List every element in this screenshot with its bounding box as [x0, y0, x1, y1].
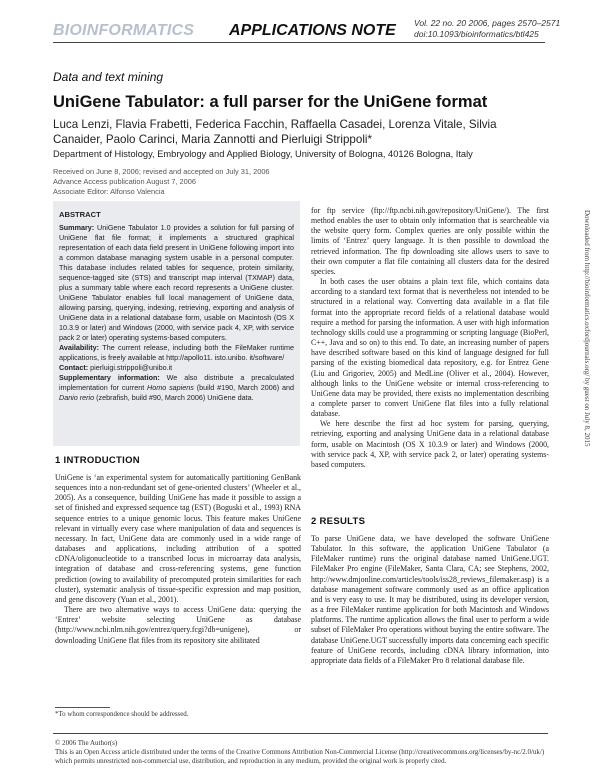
abstract-content	[59, 210, 294, 403]
article-type: APPLICATIONS NOTE	[229, 22, 396, 39]
doi: doi:10.1093/bioinformatics/btl425	[414, 29, 539, 39]
availability-text: The current release, including both the FileMaker runtime applications, is freely available at http://apollo11. isto.unibo. it/software/	[59, 343, 294, 362]
volume-info	[414, 18, 560, 40]
publication-dates	[53, 167, 270, 196]
affiliation: Department of Histology, Embryology and Applied Biology, University of Bologna, 40126 Bologna, Italy	[53, 149, 473, 159]
abstract-box	[53, 201, 300, 446]
advance-access-date: Advance Access publication August 7, 2006	[53, 176, 196, 186]
summary-text: UniGene Tabulator 1.0 provides a solution for full parsing of UniGene flat file format; it implements a structured graphical representation of each data field present in UniGene following import into a common database managing system usable in a personal computer. This database includes related tables for sequence, protein similarity, sequence-tagged site (STS) and transcript map interval (TXMAP) data, plus a summary table where each record represents a UniGene cluster. UniGene Tabulator enables full local management of UniGene data, allowing parsing, querying, indexing, retrieving, exporting and analysis of UniGene data in a relational database form, usable on Macintosh (OS X 10.3.9 or later) and Windows (2000, with service pack 4, XP, with service pack 2 or later) operating systems-based computers.	[59, 223, 294, 342]
journal-name: BIOINFORMATICS	[53, 22, 195, 39]
associate-editor: Associate Editor: Alfonso Valencia	[53, 186, 165, 196]
footer-rule	[53, 733, 548, 734]
received-date: Received on June 8, 2006; revised and accepted on July 31, 2006	[53, 167, 270, 176]
paper-title: UniGene Tabulator: a full parser for the UniGene format	[53, 93, 488, 111]
license-text: This is an Open Access article distributed under the terms of the Creative Commons Attribution Non-Commercial License (http://creativecommons.org/licenses/by-nc/2.0/uk/) which permits unrestricted non-commercial use, distribution, and reproduction in any medium, provided the original work is properly cited.	[55, 748, 545, 766]
supp-text-3: (zebrafish, build #90, March 2006) UniGene data.	[94, 393, 254, 402]
intro-paragraph-3: for ftp service (ftp://ftp.ncbi.nih.gov/repository/UniGene/). The first method enables the user to obtain only information that is searcheable via the website query form. Complex queries are only possible within the limits of ‘Entrez’ query language. It is then possible to download the retrieved information. The ftp downloading site allows users to save to their own computer a flat file containing all clusters data for the desired species.	[311, 206, 549, 276]
supp-text-1: We also distribute a precalculated implementation for current	[59, 373, 294, 392]
contact-email: pierluigi.strippoli@unibo.it	[88, 363, 173, 372]
intro-paragraph-2: There are two alternative ways to access UniGene data: querying the ‘Entrez’ website selecting UniGene as database (http://www.ncbi.nlm.nih.gov/entrez/query.fcgi?db=unigene), or downloading UniGene flat files from its repository site abilitated	[55, 605, 301, 645]
intro-body	[55, 473, 301, 646]
download-watermark: Downloaded from http://bioinformatics.oxfordjournals.org/ by guest on July 8, 2015	[583, 210, 591, 447]
abstract-supplementary	[59, 373, 294, 403]
abstract-availability	[59, 343, 294, 363]
summary-label: Summary:	[59, 223, 95, 232]
results-body	[311, 534, 549, 666]
results-paragraph-1: To parse UniGene data, we have developed the software UniGene Tabulator. In this software, the application UniGene Tabulator (a FileMaker runtime) runs the original database named UniGene.UGT. FileMaker Pro engine (FileMaker, Santa Clara, CA; see Stephens, 2002, http://www.dmjonline.com/articles/tools/iss28_reviews_filemaker.asp) is a database management software commonly used as an office application and is very easy to use. It may be distributed, using its developer version, as a free FileMaker runtime application for both Macintosh and Windows platforms. The runtime application allows the final user to perform a wide subset of FileMaker Pro operations without buying the entire software. The database UniGene.UGT successfully imports data concerning each specific feature of UniGene records, including cDNA library information, into appropriate data fields of a FileMaker Pro 8 relational database file.	[311, 534, 549, 665]
subject-category: Data and text mining	[53, 70, 164, 84]
availability-label: Availability:	[59, 343, 100, 352]
author-list: Luca Lenzi, Flavia Frabetti, Federica Facchin, Raffaella Casadei, Lorenza Vitale, Silvia Canaider, Paolo Carinci, Maria Zannotti and Pierluigi Strippoli*	[53, 118, 497, 146]
intro-paragraph-1: UniGene is ‘an experimental system for automatically partitioning GenBank sequences into a non-redundant set of gene-oriented clusters’ (Wheeler et al., 2005). As a consequence, building UniGene has made it possible to assign a set of finished and expressed sequence tag (EST) (Boguski et al., 1993) RNA sequence entries to a unique genomic locus. This feature makes UniGene relevant in virtually every case where manipulation of data and sequences is necessary. In fact, UniGene data are commonly used in a wide range of databases and applications, including attribution of a spotted cDNA/oligonucleotide to a transcribed locus in microarray data analysis, integration of database and cross-referencing systems, gene function prediction (owing to availability of precomputed protein similarities for each cluster), systematic analysis of tissue-specific expression and map position, and gene discovery (Yuan et al., 2001).	[55, 473, 301, 604]
species-zebrafish: Danio rerio	[59, 393, 95, 402]
intro-heading: 1 INTRODUCTION	[55, 455, 140, 466]
results-heading: 2 RESULTS	[311, 516, 366, 527]
abstract-summary	[59, 223, 294, 343]
copyright-notice	[55, 739, 555, 767]
species-human: Homo sapiens	[147, 383, 194, 392]
abstract-heading: ABSTRACT	[59, 210, 101, 219]
copyright-line: © 2006 The Author(s)	[55, 739, 118, 747]
header-rule	[53, 42, 545, 43]
supp-label: Supplementary information:	[59, 373, 160, 382]
abstract-contact	[59, 363, 294, 373]
intro-continued	[311, 206, 549, 470]
volume-pages: Vol. 22 no. 20 2006, pages 2570–2571	[414, 18, 561, 28]
intro-paragraph-4: In both cases the user obtains a plain text file, which contains data according to a standard text format that is nevertheless not intended to be structured in a relational way. Converting data available in a flat file format into the appropriate record fields of a relational database would require a method for parsing the information. A user with high information technology skills could use a programming or scripting language (BioPerl, C++, Java and so on) to this end. To date, an increasing number of papers have described software based on this kind of language designed for full parsing of the existing biomedical data repository, e.g. for Entrez Gene (Liu and Grigoriev, 2005) and MedLine (Oliver et al., 2004). However, although links to the UniGene website or internal cross-referencing to UniGene data may be provided, there exists no implementation describing a complete parser to convert UniGene flat files into a fully relational database.	[311, 277, 549, 419]
contact-label: Contact:	[59, 363, 89, 372]
supp-text-2: (build #190, March 2006) and	[193, 383, 294, 392]
intro-paragraph-5: We here describe the first ad hoc system for parsing, querying, retrieving, exporting and analysing UniGene data in a relational database form, usable on Macintosh (OS X 10.3.9 or later) and Windows (2000, with service pack 4, XP, with service pack 2, or later) operating systems-based computers.	[311, 419, 549, 469]
footnote-rule	[55, 707, 110, 708]
correspondence-footnote: *To whom correspondence should be addressed.	[55, 711, 189, 718]
